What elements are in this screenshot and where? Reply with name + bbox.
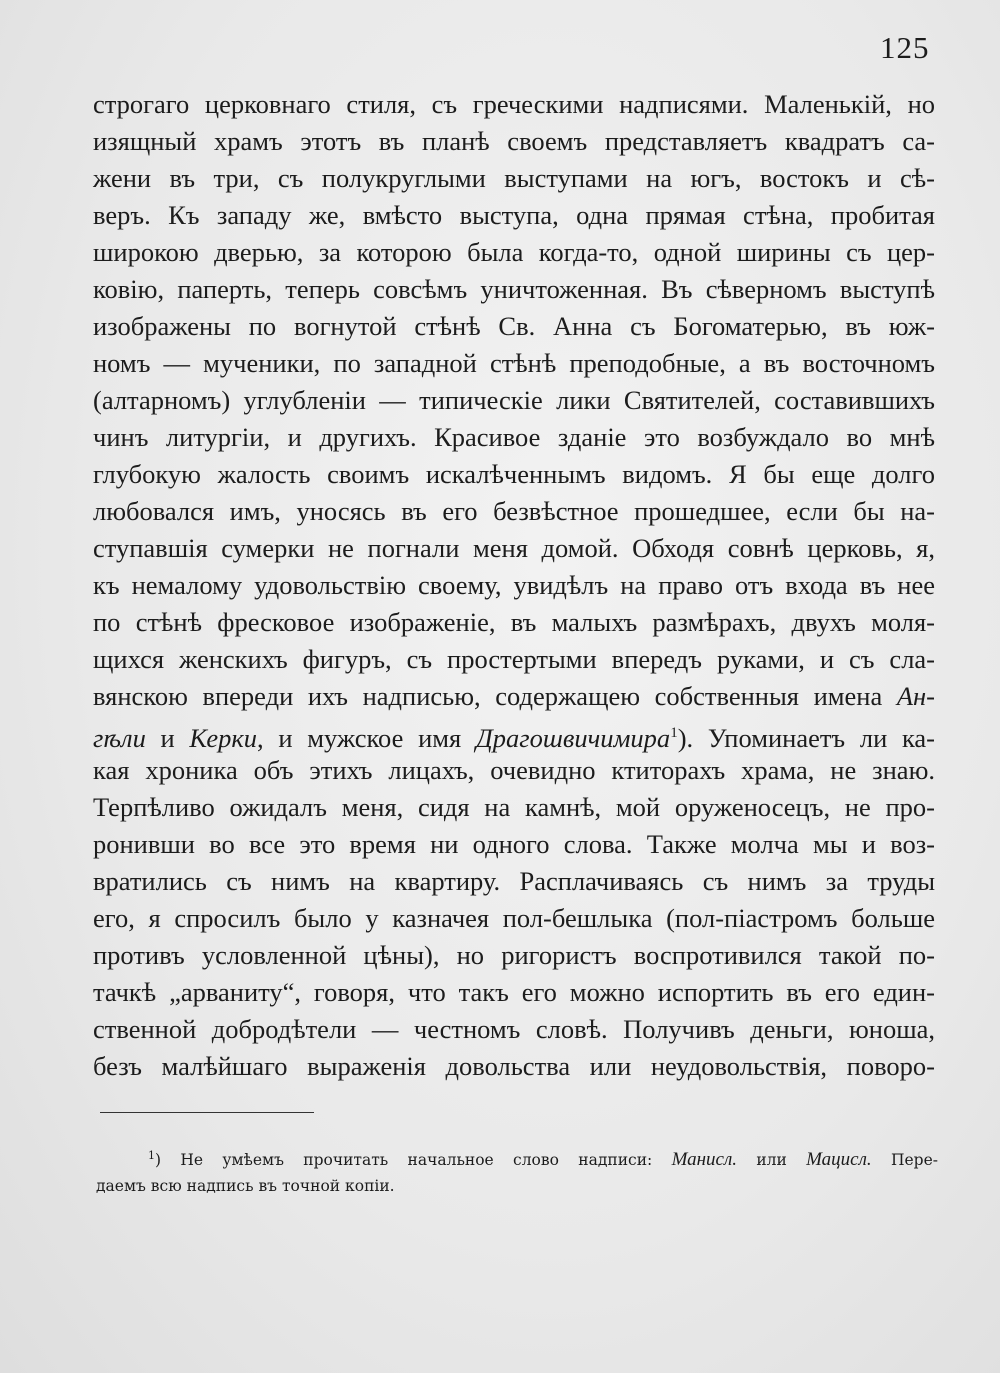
footnote	[96, 1140, 938, 1202]
text-line-with-italic	[93, 678, 935, 715]
italic-name-segment: Ан-	[896, 681, 936, 711]
italic-word: Мацисл.	[806, 1149, 872, 1170]
text-line: щихся женскихъ фигуръ, съ простертыми впередъ руками, и съ сла-	[93, 644, 935, 674]
italic-name: Драгошвичимира	[475, 723, 671, 753]
footnote-marker: 1	[670, 725, 678, 741]
text-line-with-names	[93, 715, 935, 752]
italic-word: Манисл.	[671, 1149, 738, 1170]
footnote-separator	[100, 1112, 314, 1113]
text-line: изящный храмъ этотъ въ планѣ своемъ представляетъ квадратъ са-	[93, 126, 935, 156]
text-line: ственной добродѣтели — честномъ словѣ. Получивъ деньги, юноша,	[93, 1014, 935, 1044]
text-line: тачкѣ „арваниту“, говоря, что такъ его можно испортить въ его един-	[93, 977, 935, 1007]
main-text	[93, 86, 935, 1085]
text-segment: или	[737, 1151, 807, 1169]
text-line: любовался имъ, уносясь въ его безвѣстное прошедшее, если бы на-	[93, 496, 935, 526]
text-line: безъ малѣйшаго выраженія довольства или неудовольствія, поворо-	[93, 1051, 935, 1081]
text-line: глубокую жалость своимъ искалѣченнымъ видомъ. Я бы еще долго	[93, 459, 935, 489]
text-line: номъ — мученики, по западной стѣнѣ преподобные, а въ восточномъ	[93, 348, 935, 378]
footnote-number: 1	[148, 1149, 155, 1162]
text-line: къ немалому удовольствію своему, увидѣлъ на право отъ входа въ нее	[93, 570, 935, 600]
text-line: (алтарномъ) углубленіи — типическіе лики Святителей, составившихъ	[93, 385, 935, 415]
text-line: противъ условленной цѣны), но ригористъ воспротивился такой по-	[93, 940, 935, 970]
text-line: чинъ литургіи, и другихъ. Красивое зданіе это возбуждало во мнѣ	[93, 422, 935, 452]
italic-name: Керки	[189, 723, 258, 753]
text-segment: Пере-	[871, 1151, 938, 1169]
footnote-line	[96, 1140, 938, 1171]
text-line: по стѣнѣ фресковое изображеніе, въ малыхъ размѣрахъ, двухъ моля-	[93, 607, 935, 637]
text-segment: ) Не умѣемъ прочитать начальное слово надписи:	[155, 1151, 672, 1169]
text-line: ковію, паперть, теперь совсѣмъ уничтоженная. Въ сѣверномъ выступѣ	[93, 274, 935, 304]
text-line: широкою дверью, за которою была когда-то, одной ширины съ цер-	[93, 237, 935, 267]
text-line: строгаго церковнаго стиля, съ греческими надписями. Маленькій, но	[93, 89, 935, 119]
text-segment: вянскою впереди ихъ надписью, содержащею собственныя имена	[93, 681, 883, 711]
text-line: изображены по вогнутой стѣнѣ Св. Анна съ Богоматерью, въ юж-	[93, 311, 935, 341]
text-line: веръ. Къ западу же, вмѣсто выступа, одна прямая стѣна, пробитая	[93, 200, 935, 230]
text-line: Терпѣливо ожидалъ меня, сидя на камнѣ, мой оруженосецъ, не про-	[93, 792, 935, 822]
text-line: кая хроника объ этихъ лицахъ, очевидно ктиторахъ храма, не знаю.	[93, 755, 935, 785]
text-line: его, я спросилъ было у казначея пол-бешлыка (пол-піастромъ больше	[93, 903, 935, 933]
text-segment: и	[145, 723, 190, 753]
text-line: ступавшія сумерки не погнали меня домой. Обходя совнѣ церковь, я,	[93, 533, 935, 563]
italic-name: гѣли	[93, 723, 146, 753]
text-line: жени въ три, съ полукруглыми выступами на югъ, востокъ и сѣ-	[93, 163, 935, 193]
footnote-line: даемъ всю надпись въ точной копіи.	[96, 1177, 395, 1195]
text-segment: , и мужское имя	[257, 723, 476, 753]
text-segment: ). Упоминаетъ ли ка-	[677, 723, 936, 753]
text-line: ронивши во все это время ни одного слова. Также молча мы и воз-	[93, 829, 935, 859]
text-line: вратились съ нимъ на квартиру. Расплачиваясь съ нимъ за труды	[93, 866, 935, 896]
page-number: 125	[880, 30, 930, 65]
